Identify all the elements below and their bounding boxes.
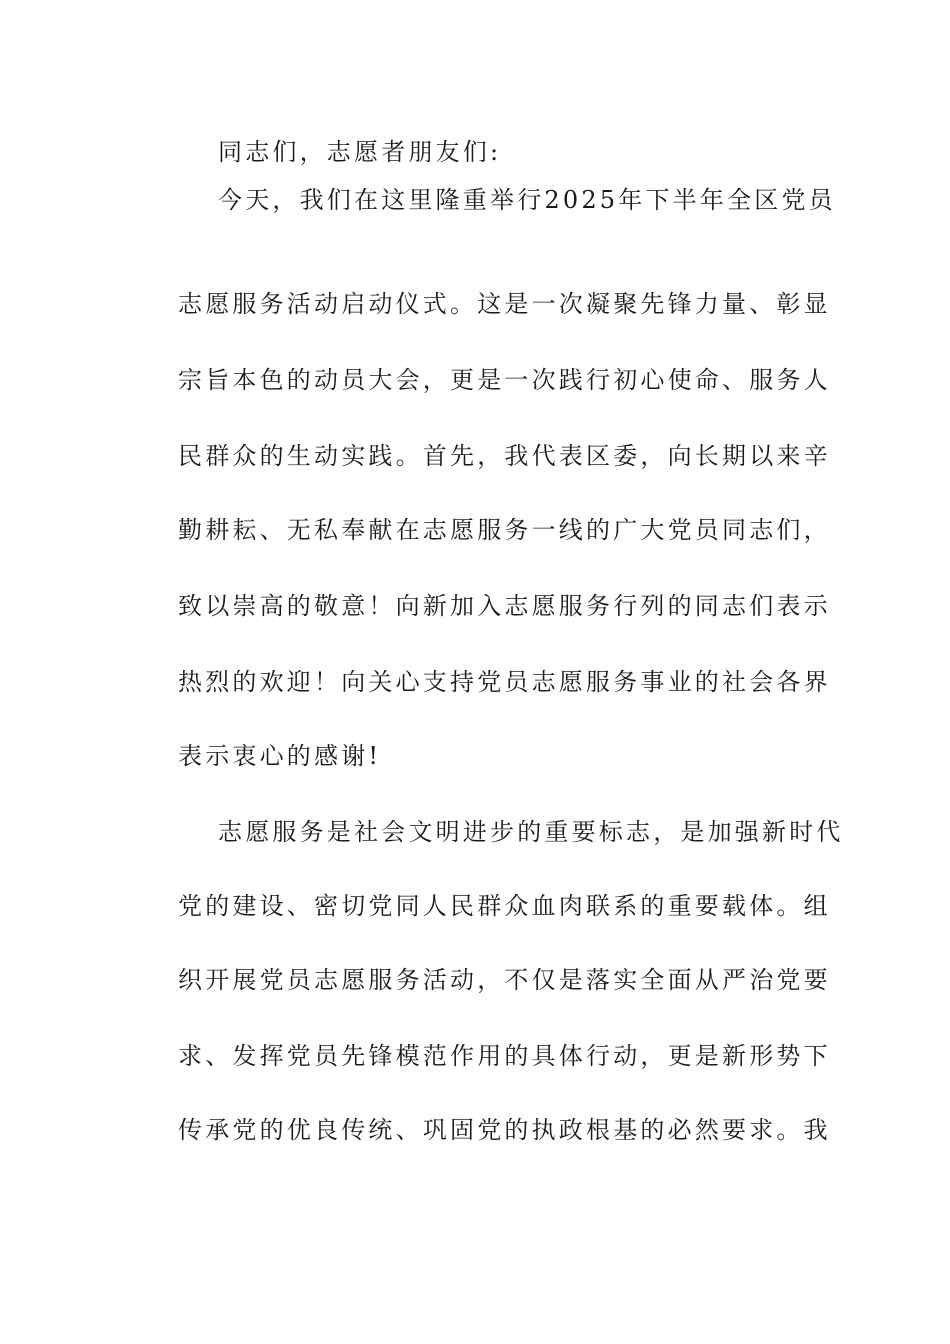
- paragraph-line: 今天，我们在这里隆重举行2025年下半年全区党员: [218, 186, 836, 214]
- paragraph-line: 致以崇高的敬意！向新加入志愿服务行列的同志们表示: [178, 592, 831, 620]
- paragraph-line: 勤耕耘、无私奉献在志愿服务一线的广大党员同志们，: [178, 516, 831, 544]
- paragraph-line: 表示衷心的感谢!: [178, 742, 382, 770]
- paragraph-line: 织开展党员志愿服务活动，不仅是落实全面从严治党要: [178, 966, 831, 994]
- paragraph-line: 宗旨本色的动员大会，更是一次践行初心使命、服务人: [178, 366, 831, 394]
- paragraph-line: 党的建设、密切党同人民群众血肉联系的重要载体。组: [178, 892, 831, 920]
- paragraph-line: 志愿服务是社会文明进步的重要标志，是加强新时代: [218, 818, 844, 846]
- paragraph-line: 传承党的优良传统、巩固党的执政根基的必然要求。我: [178, 1116, 831, 1144]
- paragraph-line: 志愿服务活动启动仪式。这是一次凝聚先锋力量、彰显: [178, 290, 831, 318]
- paragraph-line: 热烈的欢迎！向关心支持党员志愿服务事业的社会各界: [178, 668, 831, 696]
- paragraph-line: 民群众的生动实践。首先，我代表区委，向长期以来辛: [178, 442, 831, 470]
- paragraph-line: 求、发挥党员先锋模范作用的具体行动，更是新形势下: [178, 1042, 831, 1070]
- salutation: 同志们，志愿者朋友们:: [218, 138, 502, 166]
